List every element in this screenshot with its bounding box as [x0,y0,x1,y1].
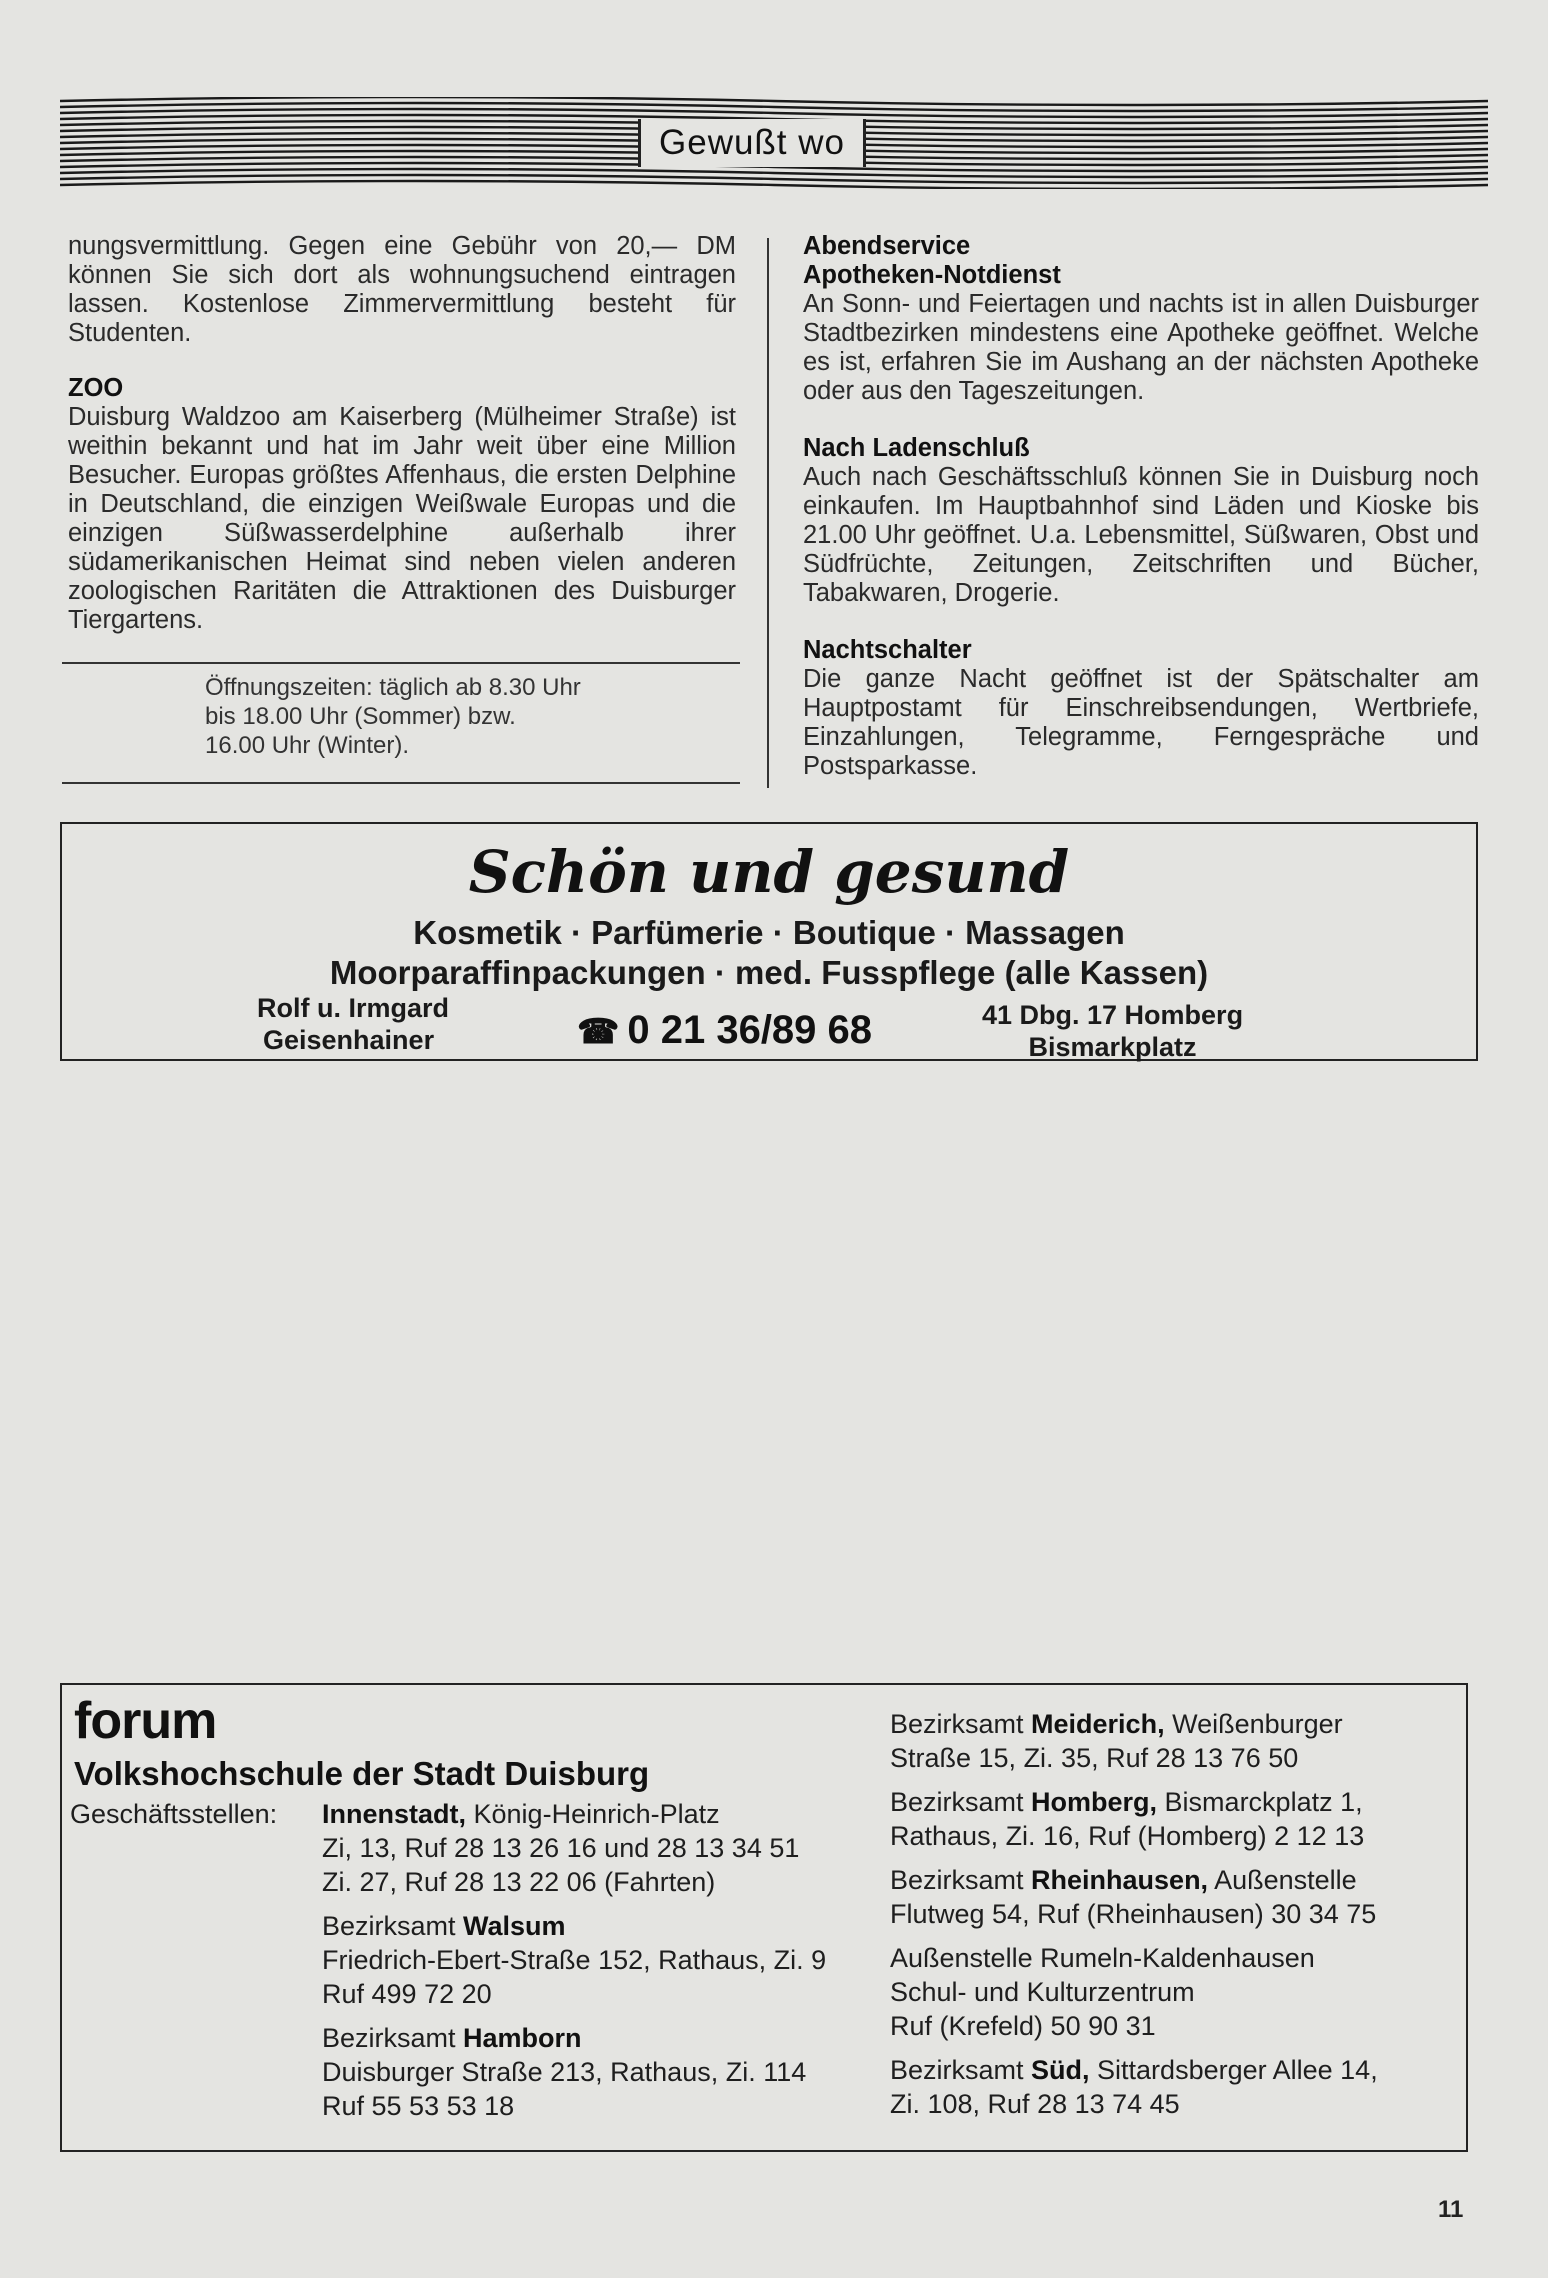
office-line: Sittardsberger Allee 14, [1089,2055,1378,2085]
office-name: Hamborn [463,2023,582,2053]
left-column [68,232,736,635]
ad-services-2: Moorparaffinpackungen · med. Fusspflege (alle Kassen) [329,954,1209,991]
owner-line: Geisenhainer [263,1025,435,1055]
office-line: Zi. 108, Ruf 28 13 74 45 [890,2089,1180,2119]
hours-line: bis 18.00 Uhr (Sommer) bzw. [205,703,516,730]
office-name: Walsum [463,1911,566,1941]
column-divider [767,238,769,788]
opening-hours [205,673,645,760]
telephone-icon: ☎ [577,1013,620,1051]
nachtschalter-heading: Nachtschalter [803,636,972,664]
zoo-heading: ZOO [68,374,124,402]
office-line: Außenstelle [1208,1865,1357,1895]
office-line: Rathaus, Zi. 16, Ruf (Homberg) 2 12 13 [890,1821,1365,1851]
zoo-paragraph: Duisburg Waldzoo am Kaiserberg (Mülheimer Straße) ist weithin bekannt und hat im Jahr weit über eine Million Besucher. Europas größtes Affenhaus, die ersten Delphine in Deutschland, die einzigen Weißwale Europas und die einzigen Süßwasserdelphine außerhalb ihrer südamerikanischen Heimat sind neben vielen anderen zoologischen Raritäten die Attraktionen des Duisburger Tiergartens. [68,403,736,634]
forum-right-list [890,1707,1470,2131]
owner-line: Rolf u. Irmgard [257,993,450,1023]
phone-number: 0 21 36/89 68 [627,1008,873,1052]
hours-line: Öffnungszeiten: täglich ab 8.30 Uhr [205,674,581,701]
office-line: Außenstelle Rumeln-Kaldenhausen [890,1943,1315,1973]
advertisement-box [60,822,1478,1061]
office-prefix: Bezirksamt [322,1911,464,1941]
page-number: 11 [1438,2196,1464,2223]
forum-subtitle: Volkshochschule der Stadt Duisburg [74,1755,650,1792]
apotheken-heading: Apotheken-Notdienst [803,261,1061,289]
office-name: Meiderich, [1031,1709,1165,1739]
office-innenstadt [322,1797,922,1899]
ad-address [982,999,1243,1063]
office-name: Innenstadt, [322,1799,467,1829]
offices-label: Geschäftsstellen: [70,1799,278,1829]
office-line: Ruf 55 53 53 18 [322,2091,515,2121]
office-name: Homberg, [1031,1787,1158,1817]
office-prefix: Bezirksamt [322,2023,464,2053]
office-rumeln [890,1941,1470,2043]
office-line: Ruf (Krefeld) 50 90 31 [890,2011,1156,2041]
forum-title: forum [74,1692,217,1750]
office-homberg [890,1785,1470,1853]
forum-box [60,1683,1468,2152]
ad-phone [577,1008,872,1053]
office-line: König-Heinrich-Platz [466,1799,720,1829]
intro-paragraph: nungsvermittlung. Gegen eine Gebühr von 20,— DM können Sie sich dort als wohnungsuchend eintragen lassen. Kostenlose Zimmervermittlung besteht für Studenten. [68,232,736,347]
address-line: Bismarkplatz [1028,1032,1197,1062]
divider-top [62,662,740,664]
office-name: Rheinhausen, [1031,1865,1209,1895]
office-line: Duisburger Straße 213, Rathaus, Zi. 114 [322,2057,807,2087]
ad-services: Kosmetik · Parfümerie · Boutique · Massagen [413,914,1125,951]
office-line: Zi, 13, Ruf 28 13 26 16 und 28 13 34 51 [322,1833,800,1863]
address-line: 41 Dbg. 17 Homberg [982,1000,1244,1030]
office-rheinhausen [890,1863,1470,1931]
office-name: Süd, [1031,2055,1090,2085]
forum-left-list [322,1797,922,2133]
office-line: Bismarckplatz 1, [1157,1787,1363,1817]
office-prefix: Bezirksamt [890,2055,1032,2085]
right-column [803,232,1479,781]
hours-line: 16.00 Uhr (Winter). [205,732,410,759]
office-line: Weißenburger [1164,1709,1343,1739]
office-line: Straße 15, Zi. 35, Ruf 28 13 76 50 [890,1743,1299,1773]
office-prefix: Bezirksamt [890,1865,1032,1895]
section-title: Gewußt wo [638,119,866,167]
section-header-band [60,97,1488,189]
office-prefix: Bezirksamt [890,1787,1032,1817]
ladenschluss-heading: Nach Ladenschluß [803,434,1030,462]
office-hamborn [322,2021,922,2123]
office-sued [890,2053,1470,2121]
ladenschluss-paragraph: Auch nach Geschäftsschluß können Sie in Duisburg noch einkaufen. Im Hauptbahnhof sind Läden und Kioske bis 21.00 Uhr geöffnet. U.a. Lebensmittel, Süßwaren, Obst und Südfrüchte, Zeitungen, Zeitschriften und Bücher, Tabakwaren, Drogerie. [803,463,1479,607]
divider-bottom [62,782,740,784]
office-line: Flutweg 54, Ruf (Rheinhausen) 30 34 75 [890,1899,1377,1929]
office-walsum [322,1909,922,2011]
office-meiderich [890,1707,1470,1775]
office-line: Ruf 499 72 20 [322,1979,492,2009]
ad-owner [257,992,449,1056]
office-line: Schul- und Kulturzentrum [890,1977,1195,2007]
abendservice-heading: Abendservice [803,232,971,260]
apotheken-paragraph: An Sonn- und Feiertagen und nachts ist in allen Duisburger Stadtbezirken mindestens eine Apotheke geöffnet. Welche es ist, erfahren Sie im Aushang an der nächsten Apotheke oder aus den Tageszeitungen. [803,290,1479,405]
office-prefix: Bezirksamt [890,1709,1032,1739]
office-line: Friedrich-Ebert-Straße 152, Rathaus, Zi. 9 [322,1945,827,1975]
ad-title: Schön und gesund [468,838,1070,906]
nachtschalter-paragraph: Die ganze Nacht geöffnet ist der Spätschalter am Hauptpostamt für Einschreibsendungen, Wertbriefe, Einzahlungen, Telegramme, Ferngespräche und Postsparkasse. [803,665,1479,780]
office-line: Zi. 27, Ruf 28 13 22 06 (Fahrten) [322,1867,716,1897]
